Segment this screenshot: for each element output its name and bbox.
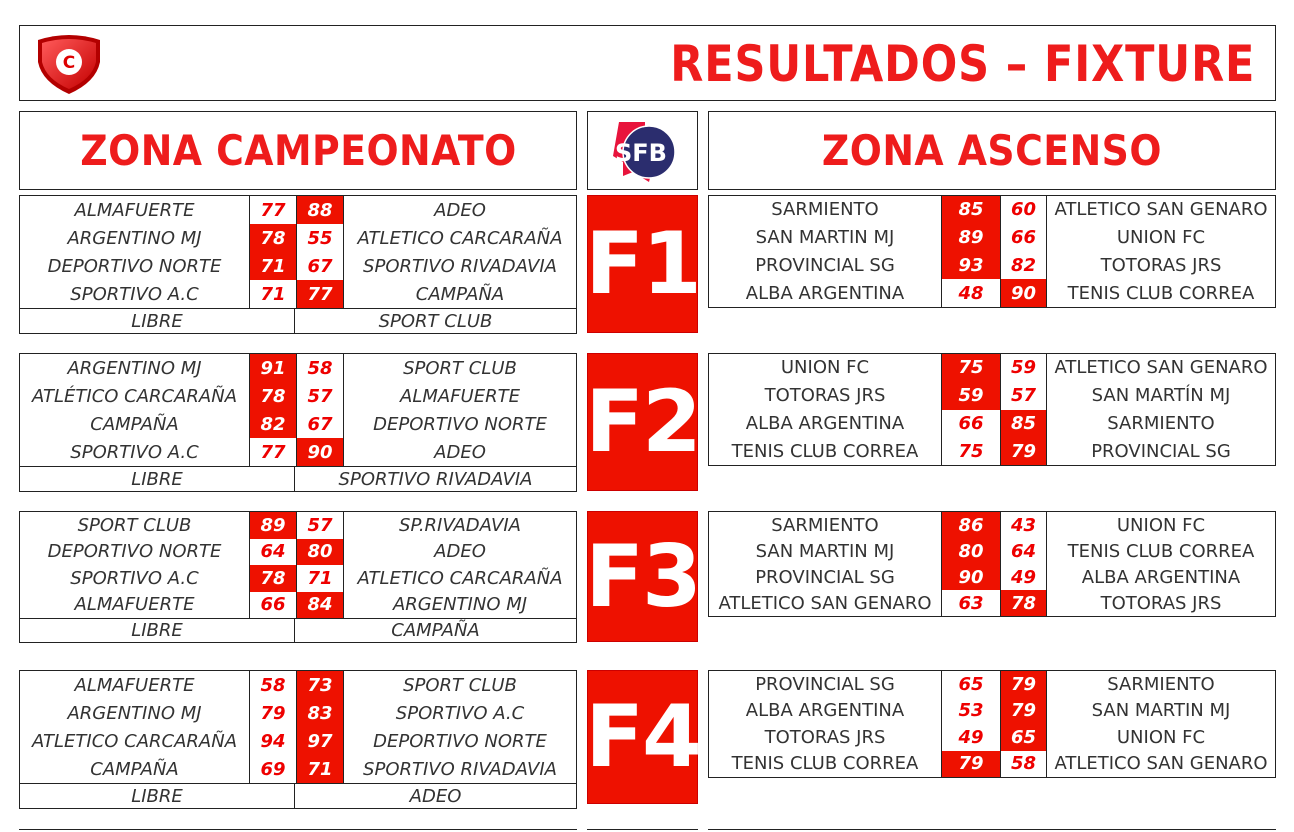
away-score: 79 — [1000, 671, 1046, 698]
home-score: 78 — [249, 224, 296, 252]
campeonato-table-f3 — [19, 511, 577, 643]
away-team: ATLETICO SAN GENARO — [1046, 354, 1275, 382]
away-score: 77 — [296, 280, 343, 308]
home-team: ATLÉTICO CARCARAÑA — [31, 385, 238, 407]
away-team: SPORTIVO RIVADAVIA — [343, 755, 576, 783]
away-score: 80 — [296, 539, 343, 566]
away-team: TOTORAS JRS — [1046, 252, 1275, 280]
home-team: SPORTIVO A.C — [70, 567, 199, 589]
away-score: 83 — [296, 699, 343, 727]
home-score: 94 — [249, 727, 296, 755]
home-team: PROVINCIAL SG — [755, 254, 895, 276]
away-team: SPORTIVO A.C — [343, 699, 576, 727]
home-score: 59 — [941, 382, 1000, 410]
sfb-logo-box — [587, 111, 698, 190]
away-team: ALBA ARGENTINA — [1046, 564, 1275, 590]
home-score: 85 — [941, 196, 1000, 224]
match-row — [709, 751, 1275, 778]
home-score: 49 — [941, 724, 1000, 751]
away-team: SP.RIVADAVIA — [343, 512, 576, 539]
libre-row — [20, 783, 576, 808]
libre-row — [20, 308, 576, 333]
round-label: F1 — [585, 214, 700, 314]
round-badge-f3 — [587, 511, 698, 642]
away-score: 90 — [296, 438, 343, 466]
match-row — [709, 512, 1275, 538]
home-team: PROVINCIAL SG — [755, 566, 895, 588]
home-team: CAMPAÑA — [90, 413, 179, 435]
away-score: 65 — [1000, 724, 1046, 751]
divider — [19, 829, 577, 830]
campeonato-table-f4 — [19, 670, 577, 809]
away-score: 88 — [296, 196, 343, 224]
divider — [708, 829, 1276, 830]
home-team: ARGENTINO MJ — [67, 702, 202, 724]
away-team: PROVINCIAL SG — [1046, 437, 1275, 465]
home-team: SPORTIVO A.C — [70, 283, 199, 305]
svg-text:SFB: SFB — [615, 139, 667, 167]
home-team: ALMAFUERTE — [74, 674, 195, 696]
away-team: ARGENTINO MJ — [343, 592, 576, 619]
home-score: 89 — [941, 224, 1000, 252]
round-label: F4 — [585, 687, 700, 787]
match-row — [20, 438, 576, 466]
away-score: 71 — [296, 565, 343, 592]
home-score: 71 — [249, 252, 296, 280]
away-score: 66 — [1000, 224, 1046, 252]
away-score: 57 — [296, 512, 343, 539]
away-team: CAMPAÑA — [343, 280, 576, 308]
home-team: ALBA ARGENTINA — [745, 412, 905, 434]
match-row — [709, 698, 1275, 725]
libre-team: SPORTIVO RIVADAVIA — [338, 468, 533, 490]
home-team: ATLETICO CARCARAÑA — [31, 730, 238, 752]
libre-team: CAMPAÑA — [391, 620, 480, 641]
away-team: ATLETICO SAN GENARO — [1046, 196, 1275, 224]
match-row — [20, 592, 576, 619]
match-row — [20, 382, 576, 410]
home-team: ARGENTINO MJ — [67, 357, 202, 379]
match-row — [20, 196, 576, 224]
home-score: 75 — [941, 354, 1000, 382]
match-row — [20, 539, 576, 566]
away-score: 97 — [296, 727, 343, 755]
home-score: 78 — [249, 382, 296, 410]
home-team: TENIS CLUB CORREA — [731, 440, 919, 462]
match-row — [709, 410, 1275, 438]
match-row — [20, 252, 576, 280]
away-team: DEPORTIVO NORTE — [343, 727, 576, 755]
match-row — [709, 279, 1275, 307]
away-team: UNION FC — [1046, 224, 1275, 252]
match-row — [709, 437, 1275, 465]
match-row — [20, 224, 576, 252]
home-score: 86 — [941, 512, 1000, 538]
away-team: TENIS CLUB CORREA — [1046, 538, 1275, 564]
away-team: ATLETICO SAN GENARO — [1046, 751, 1275, 778]
away-team: SPORTIVO RIVADAVIA — [343, 252, 576, 280]
away-team: SAN MARTÍN MJ — [1046, 382, 1275, 410]
ascenso-table-f1 — [708, 195, 1276, 308]
away-score: 84 — [296, 592, 343, 619]
home-team: DEPORTIVO NORTE — [47, 541, 222, 563]
match-row — [709, 538, 1275, 564]
away-team: SARMIENTO — [1046, 671, 1275, 698]
svg-text:C: C — [62, 53, 76, 73]
home-team: UNION FC — [780, 357, 870, 379]
ascenso-table-f3 — [708, 511, 1276, 617]
home-score: 82 — [249, 410, 296, 438]
away-team: SARMIENTO — [1046, 410, 1275, 438]
away-team: UNION FC — [1046, 724, 1275, 751]
away-score: 43 — [1000, 512, 1046, 538]
ascenso-table-f4 — [708, 670, 1276, 778]
libre-label: LIBRE — [20, 619, 295, 642]
home-score: 77 — [249, 438, 296, 466]
home-team: PROVINCIAL SG — [755, 673, 895, 695]
match-row — [20, 727, 576, 755]
away-score: 64 — [1000, 538, 1046, 564]
sfb-logo-icon — [605, 116, 679, 186]
match-row — [709, 724, 1275, 751]
home-score: 77 — [249, 196, 296, 224]
away-team: TENIS CLUB CORREA — [1046, 279, 1275, 307]
home-score: 71 — [249, 280, 296, 308]
home-team: SARMIENTO — [771, 514, 879, 536]
round-label: F2 — [585, 372, 700, 472]
match-row — [709, 671, 1275, 698]
home-score: 58 — [249, 671, 296, 699]
match-row — [20, 671, 576, 699]
away-score: 58 — [1000, 751, 1046, 778]
match-row — [20, 354, 576, 382]
home-score: 65 — [941, 671, 1000, 698]
match-row — [20, 512, 576, 539]
away-score: 58 — [296, 354, 343, 382]
home-team: SAN MARTIN MJ — [755, 540, 895, 562]
away-team: ADEO — [343, 539, 576, 566]
away-team: SAN MARTIN MJ — [1046, 698, 1275, 725]
away-team: ADEO — [343, 438, 576, 466]
libre-row — [20, 466, 576, 491]
club-shield-icon — [34, 32, 104, 96]
away-team: SPORT CLUB — [343, 671, 576, 699]
match-row — [709, 252, 1275, 280]
home-team: SAN MARTIN MJ — [755, 227, 895, 249]
match-row — [20, 280, 576, 308]
page-title: RESULTADOS – FIXTURE — [669, 35, 1255, 93]
home-team: CAMPAÑA — [90, 758, 179, 780]
match-row — [709, 224, 1275, 252]
away-score: 71 — [296, 755, 343, 783]
home-score: 90 — [941, 564, 1000, 590]
away-score: 60 — [1000, 196, 1046, 224]
ascenso-table-f2 — [708, 353, 1276, 466]
libre-team: SPORT CLUB — [378, 310, 493, 332]
away-team: ADEO — [343, 196, 576, 224]
match-row — [20, 699, 576, 727]
home-score: 79 — [941, 751, 1000, 778]
away-team: SPORT CLUB — [343, 354, 576, 382]
home-team: TOTORAS JRS — [764, 726, 886, 748]
match-row — [709, 590, 1275, 616]
home-team: ALMAFUERTE — [74, 594, 195, 616]
away-score: 79 — [1000, 437, 1046, 465]
home-team: SPORTIVO A.C — [70, 441, 199, 463]
home-score: 89 — [249, 512, 296, 539]
home-team: ATLETICO SAN GENARO — [718, 592, 932, 614]
home-score: 91 — [249, 354, 296, 382]
round-label: F3 — [585, 526, 700, 627]
away-team: ALMAFUERTE — [343, 382, 576, 410]
libre-label: LIBRE — [20, 784, 295, 808]
home-team: ARGENTINO MJ — [67, 227, 202, 249]
round-badge-f2 — [587, 353, 698, 491]
away-score: 82 — [1000, 252, 1046, 280]
away-score: 59 — [1000, 354, 1046, 382]
home-score: 93 — [941, 252, 1000, 280]
home-score: 78 — [249, 565, 296, 592]
home-team: ALBA ARGENTINA — [745, 282, 905, 304]
zone-campeonato-title — [19, 111, 577, 190]
match-row — [20, 565, 576, 592]
libre-row — [20, 618, 576, 642]
away-score: 57 — [296, 382, 343, 410]
match-row — [709, 196, 1275, 224]
home-score: 79 — [249, 699, 296, 727]
home-score: 75 — [941, 437, 1000, 465]
away-score: 78 — [1000, 590, 1046, 616]
libre-label: LIBRE — [20, 309, 295, 333]
match-row — [20, 410, 576, 438]
home-score: 66 — [249, 592, 296, 619]
away-score: 73 — [296, 671, 343, 699]
round-badge-f1 — [587, 195, 698, 333]
divider — [587, 829, 698, 830]
match-row — [709, 354, 1275, 382]
home-team: ALMAFUERTE — [74, 199, 195, 221]
libre-label: LIBRE — [20, 467, 295, 491]
away-team: DEPORTIVO NORTE — [343, 410, 576, 438]
home-score: 69 — [249, 755, 296, 783]
home-team: TENIS CLUB CORREA — [731, 753, 919, 775]
campeonato-table-f2 — [19, 353, 577, 492]
home-team: SPORT CLUB — [77, 514, 192, 536]
match-row — [20, 755, 576, 783]
home-team: TOTORAS JRS — [764, 385, 886, 407]
home-score: 53 — [941, 698, 1000, 725]
away-score: 67 — [296, 252, 343, 280]
home-score: 64 — [249, 539, 296, 566]
away-score: 57 — [1000, 382, 1046, 410]
zone-ascenso-title — [708, 111, 1276, 190]
home-score: 66 — [941, 410, 1000, 438]
away-score: 85 — [1000, 410, 1046, 438]
away-team: ATLETICO CARCARAÑA — [343, 224, 576, 252]
home-team: ALBA ARGENTINA — [745, 700, 905, 722]
zone-ascenso-label: ZONA ASCENSO — [821, 126, 1163, 175]
home-score: 63 — [941, 590, 1000, 616]
away-score: 67 — [296, 410, 343, 438]
home-team: SARMIENTO — [771, 199, 879, 221]
zone-campeonato-label: ZONA CAMPEONATO — [79, 126, 517, 175]
home-score: 80 — [941, 538, 1000, 564]
match-row — [709, 564, 1275, 590]
campeonato-table-f1 — [19, 195, 577, 334]
away-team: TOTORAS JRS — [1046, 590, 1275, 616]
away-score: 90 — [1000, 279, 1046, 307]
away-team: ATLETICO CARCARAÑA — [343, 565, 576, 592]
home-score: 48 — [941, 279, 1000, 307]
page-header — [19, 25, 1276, 101]
libre-team: ADEO — [409, 785, 462, 807]
match-row — [709, 382, 1275, 410]
away-score: 79 — [1000, 698, 1046, 725]
round-badge-f4 — [587, 670, 698, 804]
home-team: DEPORTIVO NORTE — [47, 255, 222, 277]
away-team: UNION FC — [1046, 512, 1275, 538]
away-score: 49 — [1000, 564, 1046, 590]
away-score: 55 — [296, 224, 343, 252]
